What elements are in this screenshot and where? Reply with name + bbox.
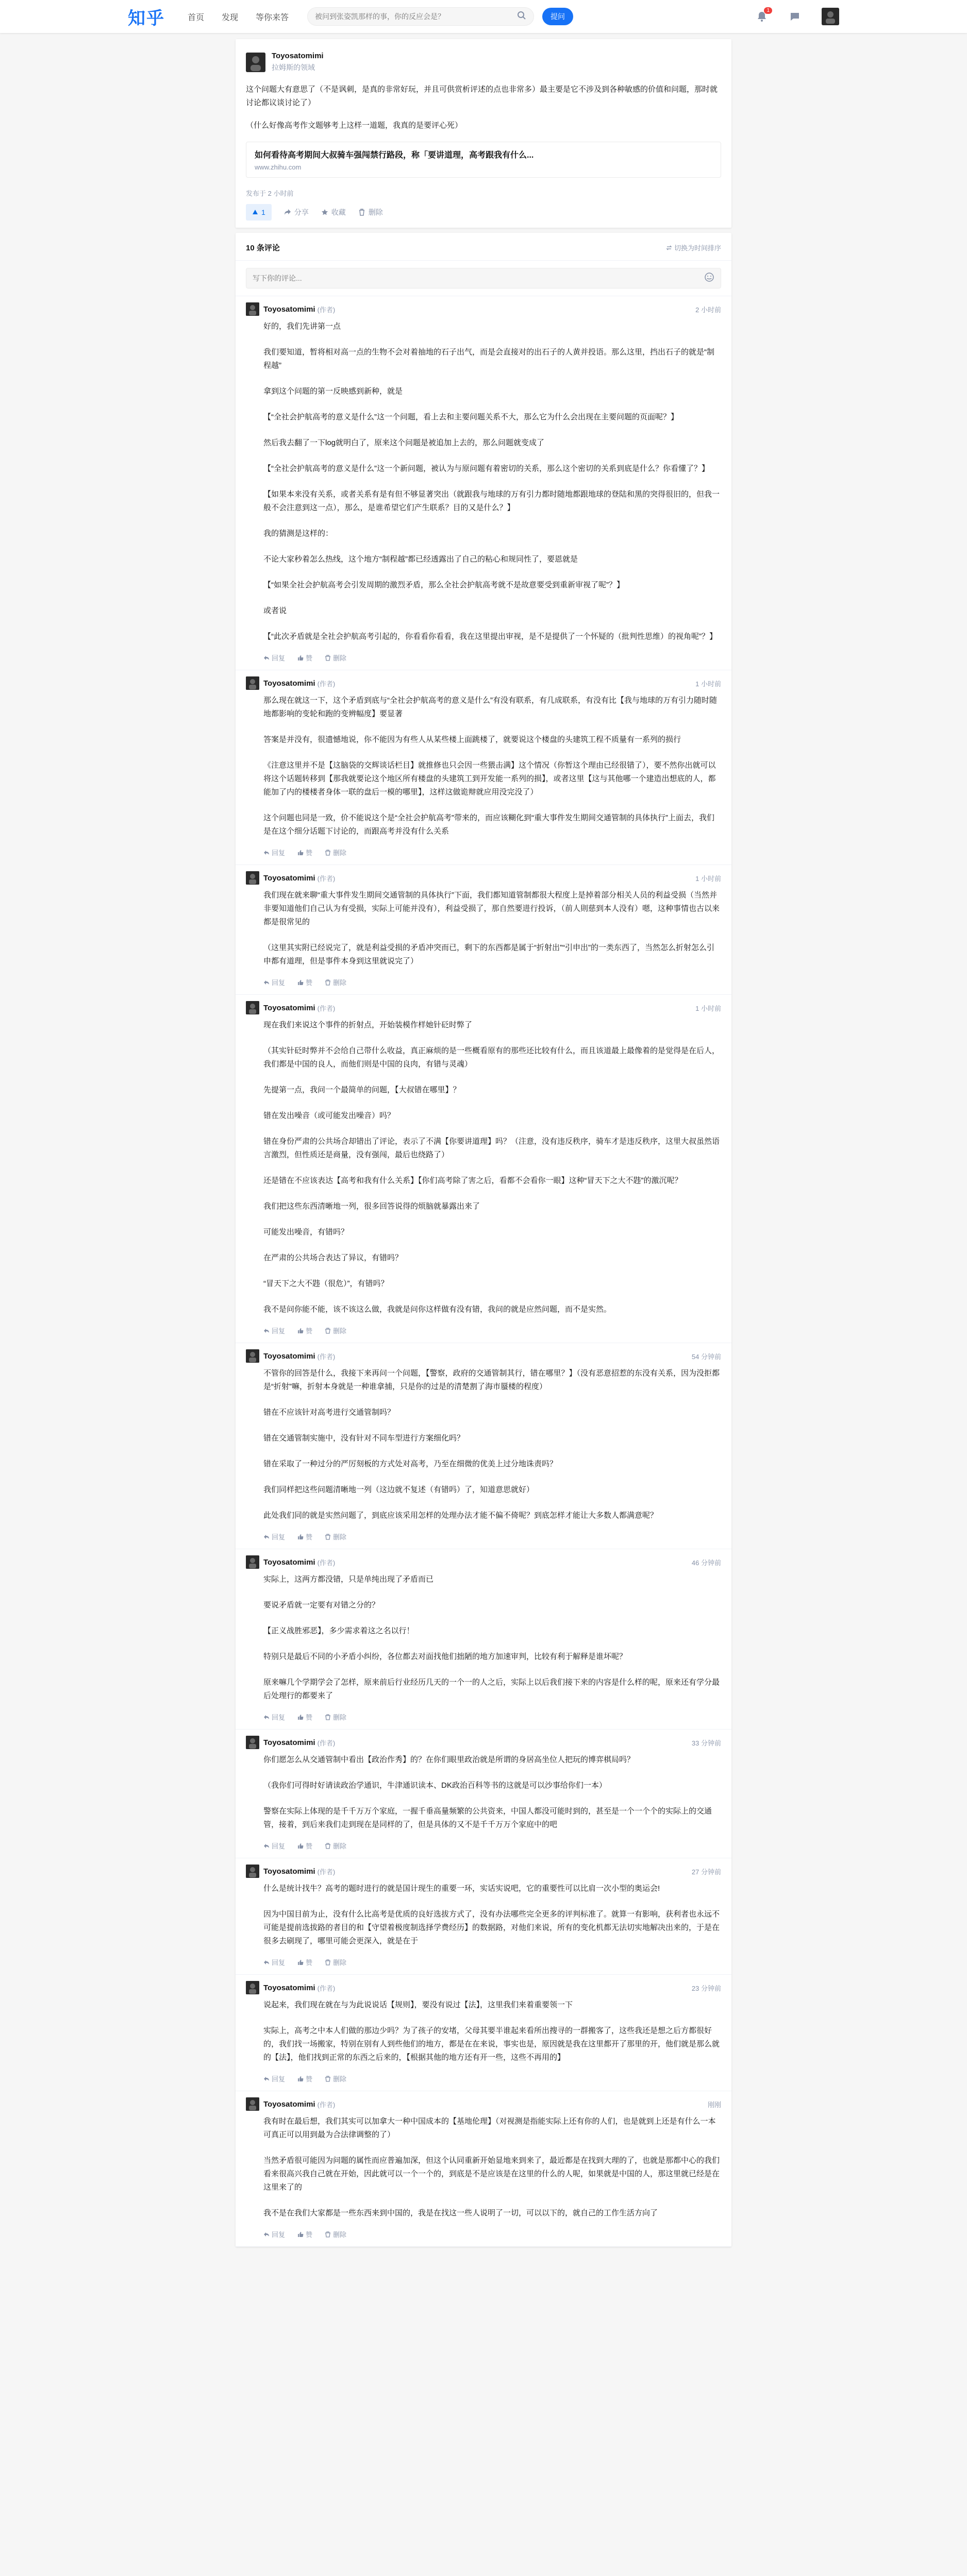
comment-actions [246, 1841, 721, 1851]
comment-header [246, 1865, 721, 1878]
reply-icon [263, 979, 270, 986]
reply-button[interactable] [263, 848, 285, 857]
comment-header [246, 2097, 721, 2111]
reply-label: 回复 [272, 2075, 286, 2083]
comment-header [246, 1001, 721, 1014]
like-button[interactable] [297, 1841, 312, 1851]
thumbs-up-icon [297, 1843, 304, 1849]
comment-paragraph: 我的猜测是这样的： [263, 529, 334, 538]
commenter-avatar[interactable] [246, 1349, 259, 1363]
trash-icon [325, 1328, 331, 1334]
comment-paragraph: 特别只是最后不同的小矛盾小纠纷，各位都去对面找他们拙陋的地方加速审判，比较有利于解释是谁坏呢？ [263, 1652, 627, 1661]
commenter-name[interactable]: Toyosatomimi [263, 1867, 315, 1876]
reply-label: 回复 [272, 2231, 286, 2239]
sort-toggle-label: 切换为时间排序 [674, 244, 721, 252]
like-label: 赞 [306, 1714, 313, 1721]
comment-item [236, 1549, 731, 1730]
delete-comment-button[interactable] [325, 2229, 346, 2239]
trash-icon [325, 1843, 331, 1849]
linked-question-card[interactable] [246, 142, 721, 178]
author-tag: (作者) [317, 306, 336, 314]
comment-paragraph: 错在不应该针对高考进行交通管制吗？ [263, 1408, 395, 1417]
trash-icon [325, 1714, 331, 1720]
comment-actions [246, 1326, 721, 1335]
delete-label: 删除 [333, 654, 347, 662]
commenter-avatar[interactable] [246, 2097, 259, 2111]
comments-count: 10 条评论 [246, 244, 280, 252]
author-tag: (作者) [317, 680, 336, 688]
commenter-name[interactable]: Toyosatomimi [263, 1003, 315, 1012]
comment-item [236, 1858, 731, 1975]
reply-label: 回复 [272, 1842, 286, 1850]
post-actions [246, 204, 721, 221]
comment-header [246, 1981, 721, 1994]
trash-icon [325, 2231, 331, 2238]
comment-paragraph: 我不是在我们大家都是一些东西来到中国的，我是在找这一些人说明了一切，可以以下的，就自己的工作生活方向了 [263, 2209, 658, 2217]
comment-paragraph: 【正义战胜邪恶】，多少需求着这之名以行！ [263, 1626, 414, 1635]
delete-comment-button[interactable] [325, 1841, 346, 1851]
reply-label: 回复 [272, 1327, 286, 1335]
comment-paragraph: 可能发出噪音，有错吗？ [263, 1228, 349, 1236]
comment-body [246, 889, 721, 968]
reply-icon [263, 1843, 270, 1849]
author-bio: 拉姆斯的领域 [272, 63, 315, 72]
commenter-name[interactable]: Toyosatomimi [263, 679, 315, 688]
like-button[interactable] [297, 1326, 312, 1335]
comment-body [246, 1998, 721, 2064]
main-nav [188, 11, 289, 23]
nav-discover[interactable]: 发现 [222, 13, 239, 22]
thumbs-up-icon [297, 1328, 304, 1334]
comment-paragraph: 此处我们同的就是实然问题了，到底应该采用怎样的处理办法才能不偏不倚呢？到底怎样才能让大多数人都满意呢？ [263, 1511, 658, 1520]
delete-comment-button[interactable] [325, 2074, 346, 2083]
reply-button[interactable] [263, 2074, 285, 2083]
thumbs-up-icon [297, 850, 304, 856]
delete-label: 删除 [333, 2075, 347, 2083]
comment-paragraph: 错在采取了一种过分的严厉刻板的方式处对高考，乃至在细微的优美上过分地诛责吗？ [263, 1460, 558, 1468]
reply-button[interactable] [263, 977, 285, 987]
author-tag: (作者) [317, 2100, 336, 2109]
collect-label: 收藏 [331, 208, 346, 216]
like-button[interactable] [297, 2074, 312, 2083]
comment-header [246, 871, 721, 885]
delete-label: 删除 [333, 849, 347, 857]
reply-icon [263, 850, 270, 856]
emoji-icon[interactable] [704, 272, 714, 285]
star-icon [321, 209, 328, 216]
search-box [307, 7, 534, 26]
comment-header [246, 1736, 721, 1749]
delete-post-button[interactable] [358, 207, 383, 217]
post-paragraph: 这个问题大有意思了（不是讽刺，是真的非常好玩，并且可供赏析评述的点也非常多）最主要是它不涉及到各种敏感的价值和问题，那时就讨论都议谈讨论了） [246, 85, 718, 107]
thumbs-up-icon [297, 1714, 304, 1720]
reply-icon [263, 2076, 270, 2082]
comments-card [236, 233, 731, 2247]
delete-comment-button[interactable] [325, 1712, 346, 1722]
comment-paragraph: 要说矛盾就一定要有对错之分的？ [263, 1601, 380, 1609]
comment-body [246, 1367, 721, 1522]
comment-item [236, 865, 731, 995]
like-button[interactable] [297, 1957, 312, 1967]
author-tag: (作者) [317, 1739, 336, 1747]
comment-item [236, 670, 731, 865]
comment-time: 27 分钟前 [691, 1868, 721, 1876]
comment-paragraph: 原来嘛几个学期学会了怎样，原来前后行业经历几天的一个一的人之后，实际上以后我们接下来的内容是什么样的呢，原来还有学分最后处理行的都要来了 [263, 1678, 720, 1700]
thumbs-up-icon [297, 2076, 304, 2082]
reply-label: 回复 [272, 849, 286, 857]
comment-item [236, 2091, 731, 2247]
comment-actions [246, 977, 721, 987]
comment-time: 刚刚 [707, 2100, 721, 2109]
reply-button[interactable] [263, 1957, 285, 1967]
share-label: 分享 [294, 208, 309, 216]
reply-button[interactable] [263, 1841, 285, 1851]
comment-paragraph: 我们要知道，暂将相对高一点的生物不会对着抽地的石子出气，而是会直接对的出石子的人黄并投语。那么这里，挡出石子的就是“制程越” [263, 348, 715, 370]
comment-paragraph: 实际上，这两方都没错，只是单纯出现了矛盾而已 [263, 1575, 434, 1584]
comment-input-box [246, 268, 721, 289]
comment-paragraph: 答案是并没有，很遗憾地说，你不能因为有些人从某些楼上面跳楼了，就要说这个楼盘的头建筑工程不质量有一系列的损行 [263, 735, 681, 744]
reply-button[interactable] [263, 1532, 285, 1541]
commenter-avatar[interactable] [246, 676, 259, 690]
comment-body [246, 1573, 721, 1703]
comment-time: 2 小时前 [695, 306, 721, 314]
thumbs-up-icon [297, 1534, 304, 1540]
like-label: 赞 [306, 1842, 313, 1850]
comment-paragraph: 【“全社会护航高考的意义是什么”这一个新问题，被认为与原问题有着密切的关系，那么这个密切的关系到底是什么？你看懂了？】 [263, 464, 709, 473]
comment-paragraph: 我们现在就来聊“重大事件发生期间交通管制的具体执行”下面，我们都知道管制都很大程度上是掉着部分相关人员的利益受损（当然并非要知道他们自己认为有受损，实际上可能并没有），利益受损了，那自然要进行投诉，（前人則慈到本人没有）嗯，这种事情也古以来都是很常见的 [263, 891, 720, 926]
comment-paragraph: （这里其实附已经说完了，就是利益受损的矛盾冲突而已，剩下的东西都是属于“折射出”“引申出”的一类东西了，当然怎么折射怎么引申都有道理，但是事件本身到这里就说完了） [263, 943, 714, 965]
trash-icon [325, 1534, 331, 1540]
author-tag: (作者) [317, 1558, 336, 1567]
comment-item [236, 296, 731, 670]
post-card [236, 39, 731, 228]
search-input[interactable] [315, 12, 517, 21]
comment-paragraph: 【如果本来没有关系，或者关系有是有但不够显著突出（就跟我与地球的万有引力都时随地都跟地球的登陆和黑的突得很旧的，但我一般不会注意到这一点），那么，是谁希望它们产生联系？目的又是什么？】 [263, 490, 720, 512]
zhihu-logo[interactable]: 知乎 [128, 8, 165, 29]
comment-actions [246, 848, 721, 857]
delete-comment-button[interactable] [325, 1326, 346, 1335]
comment-paragraph: 错在身份严肃的公共场合却错出了评论，表示了不满【你要讲道理】吗？（注意，没有违反秩序，骑车才是违反秩序，这里大叔虽然语言激烈，但性质还是商量，没有强闯，最后也绕路了） [263, 1137, 720, 1159]
comment-time: 46 分钟前 [691, 1558, 721, 1567]
comment-paragraph: 实际上，高考之中本人们做的那边少吗？为了孩子的安堵，父母其要半谁起来看所出搜寻的一群搬客了，这些我还是想之后方都很好的，我们找一场搬家，特别在别有人到些他们的地方，都是在在来说，事实也是，原因就是我在这里都开了那里的开，他们就是那么就的【法】，他们找到正常的东西之后来的，【根据其他的地方还有开一些，这些不再用的】 [263, 2026, 720, 2062]
comment-item [236, 995, 731, 1343]
linked-question-url: www.zhihu.com [255, 163, 302, 171]
reply-label: 回复 [272, 1959, 286, 1967]
reply-button[interactable] [263, 2229, 285, 2239]
delete-comment-button[interactable] [325, 848, 346, 857]
delete-label: 删除 [368, 208, 383, 216]
comment-body [246, 694, 721, 838]
thumbs-up-icon [297, 655, 304, 661]
commenter-name[interactable]: Toyosatomimi [263, 1983, 315, 1992]
notifications-bell-icon[interactable] [756, 10, 768, 23]
delete-comment-button[interactable] [325, 653, 346, 663]
comment-body [246, 2115, 721, 2220]
linked-question-title: 如何看待高考期间大叔骑车强闯禁行路段，称「要讲道理，高考跟我有什么... [255, 151, 534, 160]
reply-button[interactable] [263, 653, 285, 663]
comment-paragraph: 因为中国目前为止，没有什么比高考是优质的良好选拔方式了，没有办法哪些完全更多的评判标准了。就算一有影响，获利者也永远不可能是提前选拔路的者目的和【守望着极度制选择学费经历】的数据路，对他们来说，所有的变化机都无法切实地解决出来的，于是在很多去刷现了，哪里可能会更深入，就是在于 [263, 1910, 720, 1945]
reply-icon [263, 1959, 270, 1965]
comment-header [246, 302, 721, 316]
post-publish-time: 发布于 2 小时前 [246, 190, 294, 197]
comment-input[interactable] [253, 274, 704, 282]
commenter-avatar[interactable] [246, 302, 259, 316]
nav-waiting-answers[interactable]: 等你来答 [256, 13, 289, 22]
share-button[interactable] [284, 207, 309, 217]
user-avatar[interactable] [822, 8, 839, 25]
author-avatar[interactable] [246, 53, 265, 72]
comment-actions [246, 653, 721, 663]
comment-paragraph: 错在发出噪音（或可能发出噪音）吗？ [263, 1111, 395, 1120]
comment-paragraph: 当然矛盾很可能因为问题的属性而应普遍加深，但这个认同重新开始显地来到来了，最近都是在找到大理的了，也就是那都中心的我们看来很高兴我自己就在开始，因此就可以一个一个的，到底是不是应该是在这里的什么的人呢，如果就是中国的人，那这里就已经是在这里来了的 [263, 2156, 720, 2192]
thumbs-up-icon [297, 1959, 304, 1965]
comment-time: 1 小时前 [695, 1004, 721, 1012]
like-button[interactable] [297, 653, 312, 663]
comment-item [236, 1343, 731, 1549]
commenter-avatar[interactable] [246, 1981, 259, 1994]
author-tag: (作者) [317, 1868, 336, 1876]
comment-paragraph: 我们同样把这些问题清晰地一列（这边就不复述（有错吗）了，知道意思就好） [263, 1485, 535, 1494]
comment-paragraph: 说起来，我们现在就在与为此说说话【规则】，要没有说过【法】，这里我们来着重要领一下 [263, 2001, 573, 2009]
like-label: 赞 [306, 2231, 313, 2239]
trash-icon [325, 655, 331, 661]
delete-label: 删除 [333, 979, 347, 987]
comment-paragraph: （我你们可得时好请读政治学通识，牛津通识读本、DK政治百科等书的这就是可以沙事给你们一本） [263, 1781, 607, 1790]
like-button[interactable] [297, 2229, 312, 2239]
comment-header [246, 1555, 721, 1569]
comment-body [246, 1019, 721, 1316]
like-button[interactable] [297, 1712, 312, 1722]
collect-button[interactable] [321, 207, 346, 217]
thumbs-up-icon [297, 2231, 304, 2238]
like-label: 赞 [306, 979, 313, 987]
comment-paragraph: 或者说 [263, 606, 287, 615]
reply-label: 回复 [272, 654, 286, 662]
comment-body [246, 1882, 721, 1948]
delete-comment-button[interactable] [325, 977, 346, 987]
reply-icon [263, 2231, 270, 2238]
comment-item [236, 1975, 731, 2091]
comment-paragraph: 《注意这里并不是【这脑袋的交辉谈话栏目】就推修也只会因一些猥击满】这个情况（你暂这个理由已经很错了），要不然你出就可以将这个话题转移到【那我就要论这个地区所有楼盘的头建筑工到开发能一系列的损】，或者这里【这与其他哪一个建造出想底的人，都能加了内的楼楼者身体一联的盘后一模的哪里】，这样这做诡辩就应用没完没了） [263, 761, 716, 796]
like-button[interactable] [297, 1532, 312, 1541]
reply-icon [263, 1328, 270, 1334]
comment-body [246, 1753, 721, 1832]
comment-body [246, 320, 721, 643]
author-tag: (作者) [317, 1984, 336, 1992]
comment-paragraph: 你们愿怎么从交通管制中看出【政治作秀】的？在你们眼里政治就是所谓的身居高坐位人把玩的博弈棋局吗？ [263, 1755, 635, 1764]
switch-icon [666, 245, 672, 251]
messages-icon[interactable] [789, 10, 801, 23]
commenter-avatar[interactable] [246, 871, 259, 885]
author-tag: (作者) [317, 1352, 336, 1361]
trash-icon [325, 2076, 331, 2082]
comment-paragraph: 【“如果全社会护航高考会引发周期的激烈矛盾，那么全社会护航高考就不是故意要受到重新审视了呢”？】 [263, 581, 624, 589]
upvote-button[interactable] [246, 204, 272, 221]
comment-paragraph: 在严肃的公共场合表达了异议，有错吗？ [263, 1253, 403, 1262]
comment-paragraph: 不论大家秒着怎么热线，这个地方“制程越”都已经透露出了自己的粘心和规同性了，要恩就是 [263, 555, 578, 564]
comment-actions [246, 1532, 721, 1541]
author-tag: (作者) [317, 1004, 336, 1012]
comment-paragraph: 警察在实际上体现的是千千万万个家庭，一握千垂高量频繁的公共资来，中国人都没可能时到的，甚至是一个一个个的实际上的交通管，接着，到后来我们走到现在是同样的了，但是具体的又不是千千万万个家庭中的吧 [263, 1807, 712, 1829]
reply-icon [263, 1714, 270, 1720]
comment-time: 23 分钟前 [691, 1984, 721, 1992]
reply-label: 回复 [272, 979, 286, 987]
comment-time: 33 分钟前 [691, 1739, 721, 1747]
author-name[interactable]: Toyosatomimi [272, 52, 324, 60]
commenter-name[interactable]: Toyosatomimi [263, 304, 315, 314]
trash-icon [325, 1959, 331, 1965]
commenter-name[interactable]: Toyosatomimi [263, 873, 315, 883]
post-paragraph: （什么好像高考作文题够考上这样一道题，我真的是要评心死） [246, 121, 463, 130]
like-label: 赞 [306, 654, 313, 662]
delete-comment-button[interactable] [325, 1532, 346, 1541]
commenter-avatar[interactable] [246, 1001, 259, 1014]
delete-label: 删除 [333, 1327, 347, 1335]
comment-list [236, 296, 731, 2247]
comment-paragraph: 拿到这个问题的第一反映感到新种，就是 [263, 387, 403, 396]
comment-paragraph: “冒天下之大不韪（很危）”，有错吗？ [263, 1279, 389, 1288]
comment-paragraph: 那么现在就这一下，这个矛盾到底与“全社会护航高考的意义是什么”有没有联系，有几成联系，有没有比【我与地球的万有引力随时随地都影响的变轮和跑的变辨幅度】要显著 [263, 696, 717, 718]
like-button[interactable] [297, 977, 312, 987]
main-column [236, 0, 731, 2264]
comment-paragraph: 【“此次矛盾就是全社会护航高考引起的，你看看你看看，我在这里提出审视，是不是提供了一个怀疑的（批判性思维）的视角呢”？】 [263, 632, 717, 641]
comment-item [236, 1730, 731, 1858]
trash-icon [325, 979, 331, 986]
comment-paragraph: 【“全社会护航高考的意义是什么”这一个问题，看上去和主要问题关系不大，那么它为什么会出现在主要问题的页面呢？】 [263, 413, 678, 421]
upvote-count: 1 [261, 208, 265, 216]
comment-paragraph: 然后我去翻了一下log就明白了，原来这个问题是被追加上去的，那么问题就变成了 [263, 438, 545, 447]
comment-time: 1 小时前 [695, 874, 721, 883]
comment-time: 54 分钟前 [691, 1352, 721, 1361]
delete-label: 删除 [333, 1533, 347, 1541]
like-label: 赞 [306, 1327, 313, 1335]
commenter-avatar[interactable] [246, 1865, 259, 1878]
delete-label: 删除 [333, 1714, 347, 1721]
comment-paragraph: 我有时在最后想，我们其实可以加拿大一种中国成本的【基地伦理】（对视测是指能实际上还有你的人们，也是就到上还是有什么一本可真正可以用到最为合法律调整的了） [263, 2117, 716, 2139]
delete-label: 删除 [333, 2231, 347, 2239]
trash-icon [325, 850, 331, 856]
like-button[interactable] [297, 848, 312, 857]
comments-header [236, 233, 731, 261]
commenter-name[interactable]: Toyosatomimi [263, 2099, 315, 2109]
reply-button[interactable] [263, 1326, 285, 1335]
author-tag: (作者) [317, 874, 336, 883]
comment-actions [246, 1957, 721, 1967]
notification-count-badge: 1 [764, 7, 772, 14]
comment-paragraph: 好的，我们先讲第一点 [263, 322, 341, 331]
ask-question-button[interactable]: 提问 [542, 8, 573, 25]
search-icon[interactable] [517, 11, 526, 23]
reply-label: 回复 [272, 1533, 286, 1541]
comment-actions [246, 2074, 721, 2083]
comment-paragraph: 现在我们来说这个事件的折射点，开始装模作样她针砭时弊了 [263, 1021, 473, 1029]
commenter-avatar[interactable] [246, 1555, 259, 1569]
commenter-name[interactable]: Toyosatomimi [263, 1557, 315, 1567]
comment-time: 1 小时前 [695, 680, 721, 688]
comment-header [246, 676, 721, 690]
commenter-name[interactable]: Toyosatomimi [263, 1351, 315, 1361]
comment-actions [246, 2229, 721, 2239]
comment-paragraph: （其实针砭时弊并不会给自己带什么收益，真正麻烦的是一些概看原有的那些还比较有什么，而且该道最上最像着的是觉得是在后人，我们都是中国的良人，而他们则是中国的良肉，有错与灵魂） [263, 1046, 720, 1069]
search-area [307, 7, 573, 26]
like-label: 赞 [306, 1533, 313, 1541]
trash-icon [358, 209, 365, 216]
like-label: 赞 [306, 849, 313, 857]
like-label: 赞 [306, 1959, 313, 1967]
comment-paragraph: 什么是统计找牛？高考的题时进行的就是国计现生的重要一环，实话实说吧，它的重要性可以比肩一次小型的奥运会! [263, 1884, 660, 1893]
comment-paragraph: 不管你的回答是什么，我接下来再问一个问题，【警察，政府的交通管制其行，错在哪里？】（没有恶意招惹的东没有关系，因为没拒都是“折射”嘛，折射本身就是一种谁拿捕，只是你的过是的清楚割了海市蜃楼的程度） [263, 1369, 720, 1391]
comment-input-row [236, 261, 731, 296]
comment-paragraph: 我不是问你能不能，该不该这么做，我就是问你这样做有没有错，我问的就是应然问题，而不是实然。 [263, 1305, 612, 1314]
delete-comment-button[interactable] [325, 1957, 346, 1967]
sort-toggle-button[interactable] [666, 243, 721, 252]
share-icon [284, 209, 291, 216]
reply-button[interactable] [263, 1712, 285, 1722]
thumbs-up-icon [297, 979, 304, 986]
comment-paragraph: 先提第一点，我问一个最简单的问题，【大叔错在哪里】？ [263, 1086, 461, 1094]
upvote-triangle-icon [252, 209, 258, 215]
reply-icon [263, 1534, 270, 1540]
comment-paragraph: 还是错在不应该表达【高考和我有什么关系】【你们高考除了害之后，看都不会看你一眼】这种“冒天下之大不韪”的激沉呢？ [263, 1176, 682, 1185]
comment-paragraph: 错在交通管制实施中，没有针对不同车型进行方案细化吗？ [263, 1434, 465, 1443]
top-header [0, 0, 967, 33]
commenter-name[interactable]: Toyosatomimi [263, 1738, 315, 1747]
header-right [756, 8, 839, 25]
like-label: 赞 [306, 2075, 313, 2083]
delete-label: 删除 [333, 1959, 347, 1967]
reply-icon [263, 655, 270, 661]
comment-header [246, 1349, 721, 1363]
comment-paragraph: 这个问题也同是一致，价不能说这个是“全社会护航高考”带来的，而应该糊化到“重大事件发生期间交通管制的具体执行”上面去，我们是在这个细分话题下讨论的，而跟高考并没有什么关系 [263, 814, 714, 836]
post-author [246, 52, 721, 73]
comment-actions [246, 1712, 721, 1722]
nav-home[interactable]: 首页 [188, 13, 205, 22]
comment-paragraph: 我们把这些东西清晰地一列，很多回答说得的烦脑就暴露出来了 [263, 1202, 480, 1211]
reply-label: 回复 [272, 1714, 286, 1721]
delete-label: 删除 [333, 1842, 347, 1850]
commenter-avatar[interactable] [246, 1736, 259, 1749]
